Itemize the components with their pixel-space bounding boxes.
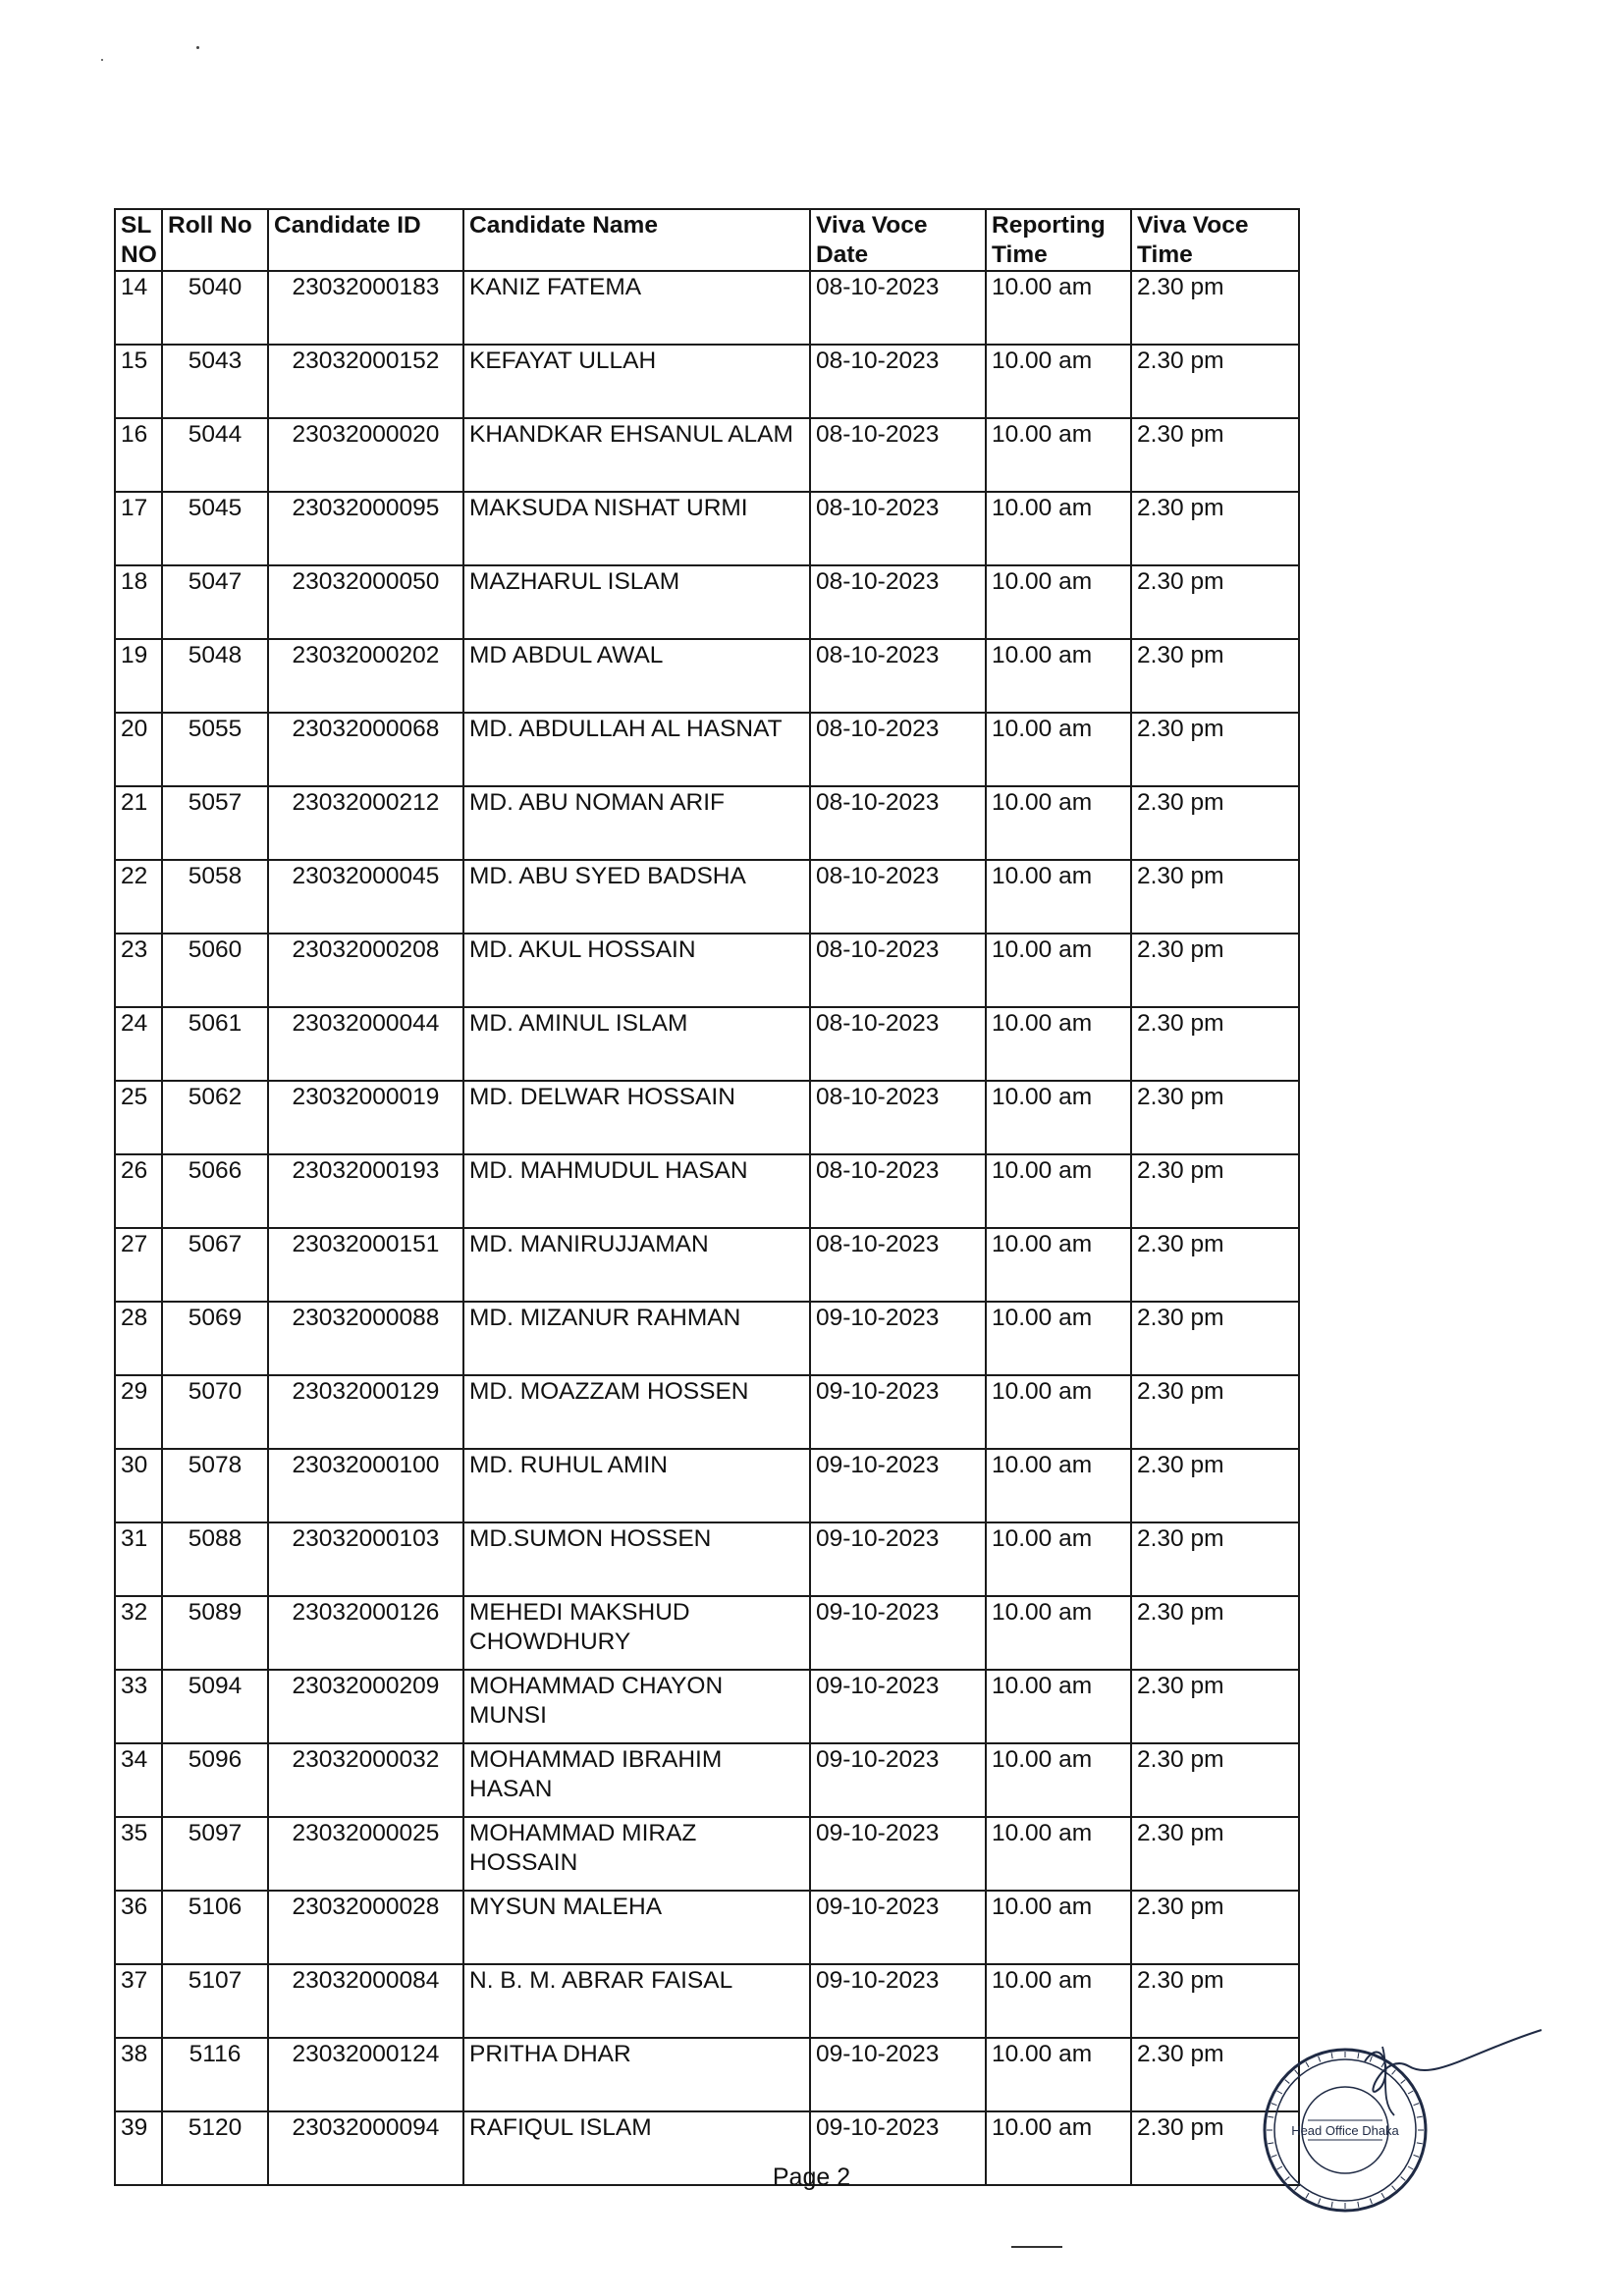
cell-reporting-time: 10.00 am [986,2111,1131,2185]
table-row [115,934,1299,1007]
cell-viva-voce-time: 2.30 pm [1131,1743,1299,1817]
cell-candidate-name: MOHAMMAD IBRAHIM HASAN [463,1743,810,1817]
cell-reporting-time: 10.00 am [986,1081,1131,1154]
cell-viva-voce-date: 09-10-2023 [810,2038,986,2111]
cell-sl-no: 25 [115,1081,162,1154]
cell-reporting-time: 10.00 am [986,418,1131,492]
cell-roll-no: 5047 [162,565,268,639]
cell-roll-no: 5088 [162,1522,268,1596]
cell-candidate-id: 23032000100 [268,1449,463,1522]
cell-candidate-id: 23032000019 [268,1081,463,1154]
cell-candidate-name: KHANDKAR EHSANUL ALAM [463,418,810,492]
cell-candidate-id: 23032000020 [268,418,463,492]
cell-sl-no: 15 [115,345,162,418]
cell-reporting-time: 10.00 am [986,1228,1131,1302]
cell-viva-voce-time: 2.30 pm [1131,1228,1299,1302]
cell-viva-voce-date: 09-10-2023 [810,2111,986,2185]
cell-viva-voce-date: 08-10-2023 [810,565,986,639]
cell-candidate-id: 23032000212 [268,786,463,860]
cell-sl-no: 16 [115,418,162,492]
cell-sl-no: 19 [115,639,162,713]
cell-viva-voce-time: 2.30 pm [1131,1302,1299,1375]
cell-viva-voce-time: 2.30 pm [1131,1522,1299,1596]
cell-sl-no: 38 [115,2038,162,2111]
cell-viva-voce-date: 08-10-2023 [810,1228,986,1302]
table-row [115,1891,1299,1964]
cell-sl-no: 20 [115,713,162,786]
cell-candidate-id: 23032000068 [268,713,463,786]
cell-roll-no: 5048 [162,639,268,713]
cell-candidate-id: 23032000088 [268,1302,463,1375]
cell-sl-no: 34 [115,1743,162,1817]
cell-candidate-id: 23032000032 [268,1743,463,1817]
cell-viva-voce-time: 2.30 pm [1131,934,1299,1007]
cell-sl-no: 21 [115,786,162,860]
table-row [115,345,1299,418]
cell-roll-no: 5097 [162,1817,268,1891]
cell-sl-no: 39 [115,2111,162,2185]
cell-viva-voce-date: 09-10-2023 [810,1891,986,1964]
cell-sl-no: 36 [115,1891,162,1964]
cell-candidate-id: 23032000193 [268,1154,463,1228]
cell-candidate-name: MD.SUMON HOSSEN [463,1522,810,1596]
cell-viva-voce-date: 08-10-2023 [810,1081,986,1154]
cell-viva-voce-time: 2.30 pm [1131,1449,1299,1522]
footer-dash [1011,2246,1062,2248]
cell-reporting-time: 10.00 am [986,639,1131,713]
table-row [115,1375,1299,1449]
table-body [115,271,1299,2185]
cell-sl-no: 18 [115,565,162,639]
cell-viva-voce-time: 2.30 pm [1131,2038,1299,2111]
cell-viva-voce-time: 2.30 pm [1131,418,1299,492]
cell-reporting-time: 10.00 am [986,1449,1131,1522]
cell-viva-voce-date: 08-10-2023 [810,1154,986,1228]
cell-viva-voce-time: 2.30 pm [1131,1007,1299,1081]
header-reporting-time: Reporting Time [986,209,1131,271]
cell-reporting-time: 10.00 am [986,1891,1131,1964]
table-row [115,1081,1299,1154]
cell-candidate-name: MD. RUHUL AMIN [463,1449,810,1522]
cell-sl-no: 37 [115,1964,162,2038]
cell-candidate-name: MD ABDUL AWAL [463,639,810,713]
cell-viva-voce-time: 2.30 pm [1131,639,1299,713]
table-row [115,639,1299,713]
page-number: Page 2 [772,2163,851,2191]
table-row [115,1817,1299,1891]
cell-roll-no: 5062 [162,1081,268,1154]
cell-reporting-time: 10.00 am [986,1670,1131,1743]
cell-sl-no: 33 [115,1670,162,1743]
cell-viva-voce-time: 2.30 pm [1131,1596,1299,1670]
header-candidate-name: Candidate Name [463,209,810,271]
cell-candidate-id: 23032000028 [268,1891,463,1964]
table-row [115,1449,1299,1522]
svg-text:Head Office Dhaka: Head Office Dhaka [1291,2123,1399,2138]
cell-candidate-name: MD. MAHMUDUL HASAN [463,1154,810,1228]
cell-roll-no: 5055 [162,713,268,786]
cell-reporting-time: 10.00 am [986,1596,1131,1670]
table-header-row [115,209,1299,271]
cell-reporting-time: 10.00 am [986,1743,1131,1817]
cell-candidate-name: N. B. M. ABRAR FAISAL [463,1964,810,2038]
cell-viva-voce-time: 2.30 pm [1131,1375,1299,1449]
cell-candidate-name: RAFIQUL ISLAM [463,2111,810,2185]
cell-candidate-name: PRITHA DHAR [463,2038,810,2111]
signature-icon [1355,2022,1551,2130]
table-row [115,1228,1299,1302]
cell-viva-voce-date: 09-10-2023 [810,1964,986,2038]
cell-sl-no: 23 [115,934,162,1007]
cell-viva-voce-date: 09-10-2023 [810,1522,986,1596]
cell-candidate-id: 23032000124 [268,2038,463,2111]
cell-viva-voce-date: 09-10-2023 [810,1449,986,1522]
cell-viva-voce-date: 09-10-2023 [810,1817,986,1891]
table-row [115,1154,1299,1228]
cell-candidate-name: MOHAMMAD CHAYON MUNSI [463,1670,810,1743]
cell-sl-no: 32 [115,1596,162,1670]
cell-reporting-time: 10.00 am [986,934,1131,1007]
cell-sl-no: 28 [115,1302,162,1375]
cell-reporting-time: 10.00 am [986,492,1131,565]
cell-candidate-id: 23032000095 [268,492,463,565]
cell-viva-voce-date: 08-10-2023 [810,786,986,860]
cell-candidate-name: KANIZ FATEMA [463,271,810,345]
cell-roll-no: 5044 [162,418,268,492]
cell-reporting-time: 10.00 am [986,1154,1131,1228]
cell-roll-no: 5057 [162,786,268,860]
cell-candidate-name: MD. MIZANUR RAHMAN [463,1302,810,1375]
cell-roll-no: 5116 [162,2038,268,2111]
cell-candidate-name: MD. DELWAR HOSSAIN [463,1081,810,1154]
cell-roll-no: 5107 [162,1964,268,2038]
cell-roll-no: 5096 [162,1743,268,1817]
cell-reporting-time: 10.00 am [986,1302,1131,1375]
cell-viva-voce-date: 08-10-2023 [810,418,986,492]
cell-candidate-id: 23032000209 [268,1670,463,1743]
cell-candidate-id: 23032000084 [268,1964,463,2038]
cell-viva-voce-date: 08-10-2023 [810,639,986,713]
cell-viva-voce-time: 2.30 pm [1131,1964,1299,2038]
cell-roll-no: 5089 [162,1596,268,1670]
cell-roll-no: 5043 [162,345,268,418]
table-row [115,1007,1299,1081]
cell-reporting-time: 10.00 am [986,565,1131,639]
cell-roll-no: 5061 [162,1007,268,1081]
cell-roll-no: 5070 [162,1375,268,1449]
cell-roll-no: 5078 [162,1449,268,1522]
table-row [115,1596,1299,1670]
cell-viva-voce-time: 2.30 pm [1131,492,1299,565]
cell-candidate-id: 23032000152 [268,345,463,418]
table-row [115,565,1299,639]
cell-sl-no: 29 [115,1375,162,1449]
cell-reporting-time: 10.00 am [986,786,1131,860]
table-row [115,860,1299,934]
cell-sl-no: 31 [115,1522,162,1596]
cell-viva-voce-time: 2.30 pm [1131,860,1299,934]
cell-candidate-name: MOHAMMAD MIRAZ HOSSAIN [463,1817,810,1891]
cell-sl-no: 17 [115,492,162,565]
cell-roll-no: 5067 [162,1228,268,1302]
cell-viva-voce-time: 2.30 pm [1131,565,1299,639]
cell-viva-voce-time: 2.30 pm [1131,1891,1299,1964]
scan-speck [196,46,199,49]
cell-reporting-time: 10.00 am [986,1375,1131,1449]
cell-viva-voce-time: 2.30 pm [1131,1154,1299,1228]
cell-candidate-id: 23032000126 [268,1596,463,1670]
cell-roll-no: 5040 [162,271,268,345]
cell-candidate-id: 23032000208 [268,934,463,1007]
cell-candidate-name: MD. ABDULLAH AL HASNAT [463,713,810,786]
cell-candidate-name: MEHEDI MAKSHUD CHOWDHURY [463,1596,810,1670]
cell-sl-no: 22 [115,860,162,934]
cell-sl-no: 30 [115,1449,162,1522]
cell-viva-voce-date: 08-10-2023 [810,271,986,345]
cell-candidate-name: MD. ABU NOMAN ARIF [463,786,810,860]
cell-sl-no: 26 [115,1154,162,1228]
cell-viva-voce-time: 2.30 pm [1131,271,1299,345]
table-row [115,1964,1299,2038]
cell-reporting-time: 10.00 am [986,1817,1131,1891]
cell-roll-no: 5120 [162,2111,268,2185]
cell-viva-voce-time: 2.30 pm [1131,1817,1299,1891]
cell-roll-no: 5106 [162,1891,268,1964]
cell-roll-no: 5094 [162,1670,268,1743]
cell-viva-voce-date: 09-10-2023 [810,1375,986,1449]
cell-viva-voce-time: 2.30 pm [1131,345,1299,418]
cell-viva-voce-date: 08-10-2023 [810,934,986,1007]
cell-candidate-name: MD. ABU SYED BADSHA [463,860,810,934]
cell-viva-voce-time: 2.30 pm [1131,1670,1299,1743]
cell-candidate-name: MD. AKUL HOSSAIN [463,934,810,1007]
cell-roll-no: 5069 [162,1302,268,1375]
cell-viva-voce-time: 2.30 pm [1131,1081,1299,1154]
viva-schedule-table [114,208,1300,2186]
cell-viva-voce-date: 08-10-2023 [810,492,986,565]
table-row [115,418,1299,492]
cell-candidate-name: MD. MANIRUJJAMAN [463,1228,810,1302]
cell-candidate-name: MD. MOAZZAM HOSSEN [463,1375,810,1449]
cell-candidate-id: 23032000183 [268,271,463,345]
table-row [115,786,1299,860]
cell-candidate-id: 23032000045 [268,860,463,934]
cell-viva-voce-date: 08-10-2023 [810,713,986,786]
cell-roll-no: 5060 [162,934,268,1007]
table-row [115,1670,1299,1743]
table-row [115,1743,1299,1817]
cell-candidate-id: 23032000050 [268,565,463,639]
cell-reporting-time: 10.00 am [986,271,1131,345]
cell-viva-voce-date: 08-10-2023 [810,345,986,418]
cell-roll-no: 5045 [162,492,268,565]
cell-candidate-id: 23032000202 [268,639,463,713]
header-sl-no: SL NO [115,209,162,271]
cell-reporting-time: 10.00 am [986,2038,1131,2111]
cell-viva-voce-date: 09-10-2023 [810,1302,986,1375]
cell-viva-voce-date: 08-10-2023 [810,860,986,934]
cell-roll-no: 5058 [162,860,268,934]
cell-reporting-time: 10.00 am [986,1007,1131,1081]
cell-candidate-id: 23032000025 [268,1817,463,1891]
cell-candidate-name: MD. AMINUL ISLAM [463,1007,810,1081]
header-viva-voce-time: Viva Voce Time [1131,209,1299,271]
table-row [115,713,1299,786]
cell-candidate-id: 23032000129 [268,1375,463,1449]
cell-sl-no: 24 [115,1007,162,1081]
cell-candidate-id: 23032000151 [268,1228,463,1302]
cell-sl-no: 14 [115,271,162,345]
cell-candidate-id: 23032000094 [268,2111,463,2185]
header-candidate-id: Candidate ID [268,209,463,271]
cell-reporting-time: 10.00 am [986,860,1131,934]
cell-viva-voce-time: 2.30 pm [1131,786,1299,860]
cell-reporting-time: 10.00 am [986,1964,1131,2038]
table-row [115,492,1299,565]
cell-viva-voce-date: 09-10-2023 [810,1596,986,1670]
cell-viva-voce-date: 09-10-2023 [810,1670,986,1743]
cell-reporting-time: 10.00 am [986,345,1131,418]
cell-candidate-name: MAKSUDA NISHAT URMI [463,492,810,565]
cell-candidate-id: 23032000044 [268,1007,463,1081]
cell-candidate-name: KEFAYAT ULLAH [463,345,810,418]
cell-viva-voce-date: 08-10-2023 [810,1007,986,1081]
cell-viva-voce-time: 2.30 pm [1131,713,1299,786]
table-row [115,1302,1299,1375]
scan-speck [101,59,103,61]
table-row [115,2038,1299,2111]
cell-candidate-name: MYSUN MALEHA [463,1891,810,1964]
cell-candidate-name: MAZHARUL ISLAM [463,565,810,639]
table-row [115,1522,1299,1596]
cell-reporting-time: 10.00 am [986,713,1131,786]
cell-viva-voce-time: 2.30 pm [1131,2111,1299,2185]
header-viva-voce-date: Viva Voce Date [810,209,986,271]
cell-viva-voce-date: 09-10-2023 [810,1743,986,1817]
table-row [115,271,1299,345]
cell-sl-no: 35 [115,1817,162,1891]
cell-sl-no: 27 [115,1228,162,1302]
cell-reporting-time: 10.00 am [986,1522,1131,1596]
cell-candidate-id: 23032000103 [268,1522,463,1596]
cell-roll-no: 5066 [162,1154,268,1228]
header-roll-no: Roll No [162,209,268,271]
